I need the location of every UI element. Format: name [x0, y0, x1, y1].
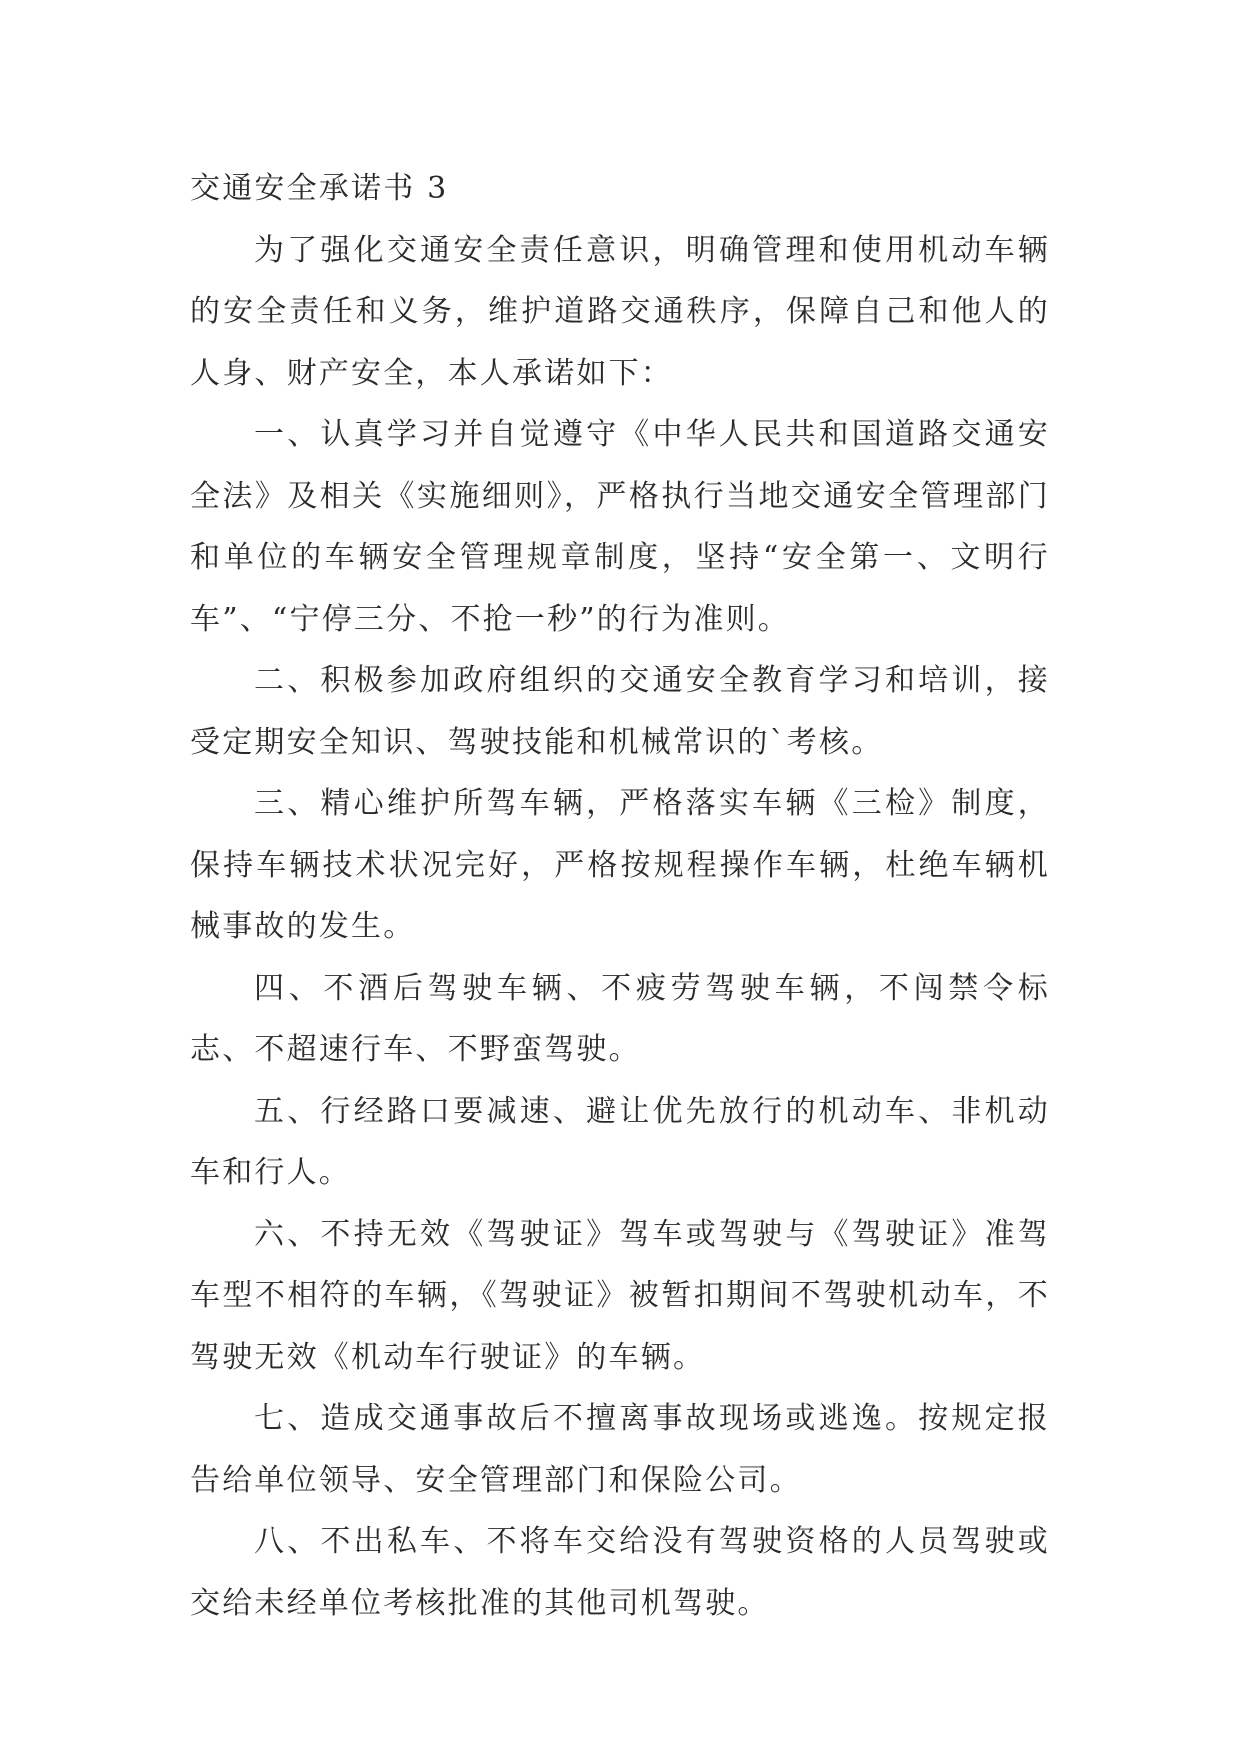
document-title: 交通安全承诺书 3	[190, 171, 449, 206]
clause-8: 八、不出私车、不将车交给没有驾驶资格的人员驾驶或交给未经单位考核批准的其他司机驾驶。	[190, 1524, 1050, 1621]
clause-1: 一、认真学习并自觉遵守《中华人民共和国道路交通安全法》及相关《实施细则》，严格执行当地交通安全管理部门和单位的车辆安全管理规章制度，坚持“安全第一、文明行车”、“宁停三分、不抢一秒”的行为准则。	[190, 417, 1050, 637]
clause-6: 六、不持无效《驾驶证》驾车或驾驶与《驾驶证》准驾车型不相符的车辆，《驾驶证》被暂扣期间不驾驶机动车，不驾驶无效《机动车行驶证》的车辆。	[190, 1216, 1050, 1375]
clause-4: 四、不酒后驾驶车辆、不疲劳驾驶车辆，不闯禁令标志、不超速行车、不野蛮驾驶。	[190, 970, 1050, 1067]
clause-3: 三、精心维护所驾车辆，严格落实车辆《三检》制度，保持车辆技术状况完好，严格按规程操作车辆，杜绝车辆机械事故的发生。	[190, 786, 1050, 944]
clause-7: 七、造成交通事故后不擅离事故现场或逃逸。按规定报告给单位领导、安全管理部门和保险公司。	[190, 1401, 1050, 1498]
intro-paragraph: 为了强化交通安全责任意识，明确管理和使用机动车辆的安全责任和义务，维护道路交通秩序，保障自己和他人的人身、财产安全，本人承诺如下：	[190, 232, 1050, 391]
clause-2: 二、积极参加政府组织的交通安全教育学习和培训，接受定期安全知识、驾驶技能和机械常识的`考核。	[190, 663, 1050, 760]
document-body	[190, 158, 1050, 1634]
clause-5: 五、行经路口要减速、避让优先放行的机动车、非机动车和行人。	[190, 1093, 1050, 1190]
